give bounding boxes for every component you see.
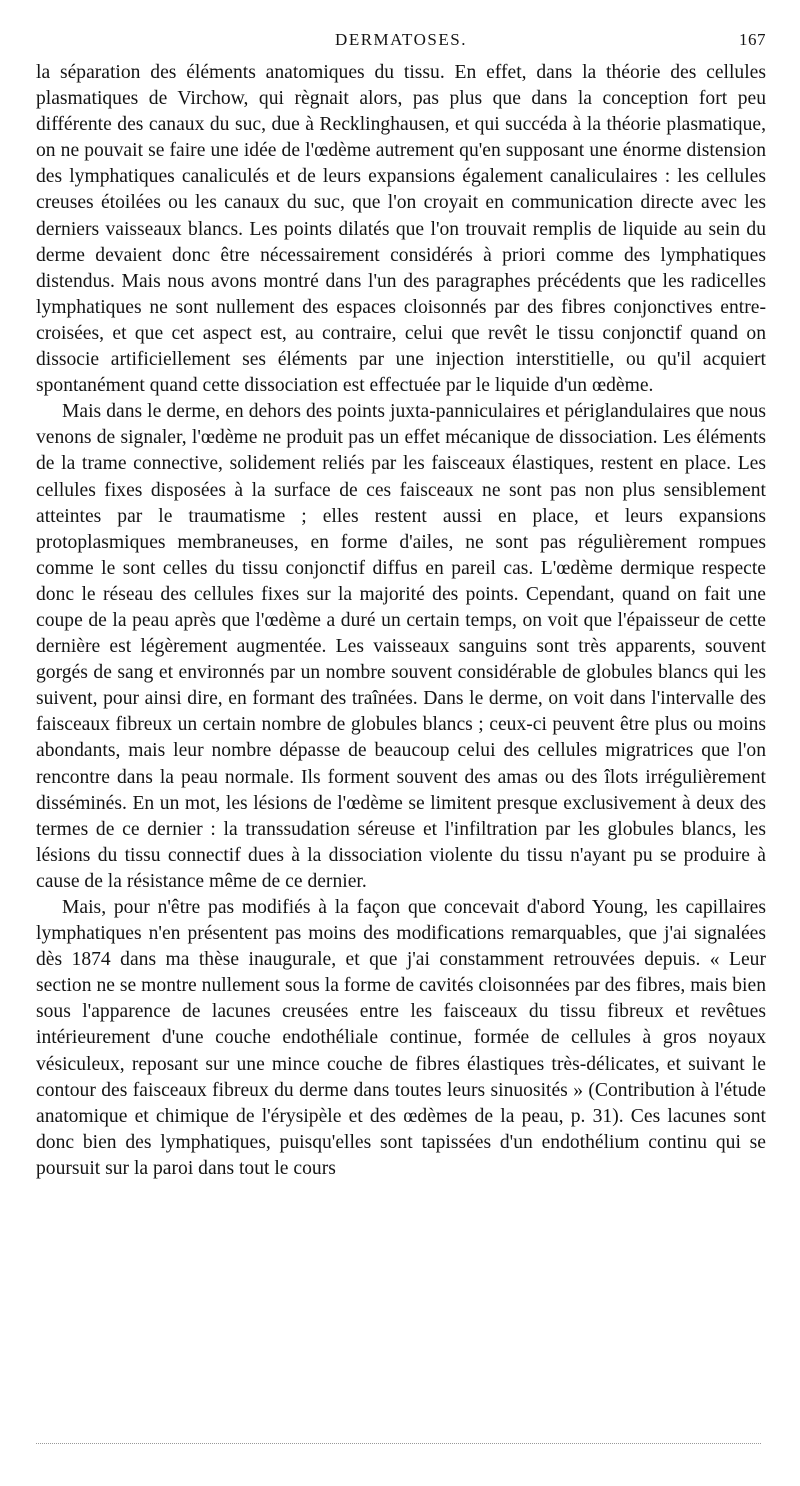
- paragraph-1: la séparation des éléments anatomiques du tissu. En effet, dans la théorie des cellules plasmatiques de Virchow, qui règnait alors, pas plus que dans la conception fort peu différente des canaux du suc, due à Recklinghausen, et qui succéda à la théorie plasmatique, on ne pouvait se faire une idée de l'œdème autrement qu'en supposant une énorme distension des lymphatiques canaliculés et de leurs expansions également canaliculaires : les cellules creuses étoilées ou les canaux du suc, que l'on croyait en communication directe avec les derniers vaisseaux blancs. Les points dilatés que l'on trouvait remplis de liquide au sein du derme devaient donc être nécessairement considérés à priori comme des lymphatiques distendus. Mais nous avons montré dans l'un des paragraphes précédents que les radicelles lymphatiques ne sont nullement des espaces cloisonnés par des fibres conjonctives entre-croisées, et que cet aspect est, au contraire, celui que revêt le tissu conjonctif quand on dissocie artificiellement ses éléments par une injection interstitielle, ou qu'il acquiert spontanément quand cette dissociation est effectuée par le liquide d'un œdème.: [36, 62, 766, 397]
- running-title: DERMATOSES.: [335, 30, 467, 49]
- paragraph-3: Mais, pour n'être pas modifiés à la façon que concevait d'abord Young, les capillaires lymphatiques n'en présentent pas moins des modifications remarquables, que j'ai signalées dès 1874 dans ma thèse inaugurale, et que j'ai constamment retrouvées depuis. « Leur section ne se montre nullement sous la forme de cavités cloisonnées par des fibres, mais bien sous l'apparence de lacunes creusées entre les faisceaux du tissu fibreux et revêtues intérieurement d'une couche endothéliale continue, formée de cellules à gros noyaux vésiculeux, reposant sur une mince couche de fibres élastiques très-délicates, et suivant le contour des faisceaux fibreux du derme dans toutes leurs sinuosités » (Contribution à l'étude anatomique et chimique de l'érysipèle et des œdèmes de la peau, p. 31). Ces lacunes sont donc bien des lymphatiques, puisqu'elles sont tapissées d'un endothélium continu qui se poursuit sur la paroi dans tout le cours: [36, 897, 766, 1179]
- footer-rule: [36, 1443, 761, 1444]
- running-header: [36, 30, 766, 60]
- body-text: [36, 60, 766, 1182]
- paragraph-2: Mais dans le derme, en dehors des points juxta-panniculaires et périglandulaires que nous venons de signaler, l'œdème ne produit pas un effet mécanique de dissociation. Les éléments de la trame connective, solidement reliés par les faisceaux élastiques, restent en place. Les cellules fixes disposées à la surface de ces faisceaux ne sont pas non plus sensiblement atteintes par le traumatisme ; elles restent aussi en place, et leurs expansions protoplasmiques membraneuses, en forme d'ailes, ne sont pas régulièrement rompues comme le sont celles du tissu conjonctif diffus en pareil cas. L'œdème dermique respecte donc le réseau des cellules fixes sur la majorité des points. Cependant, quand on fait une coupe de la peau après que l'œdème a duré un certain temps, on voit que l'épaisseur de cette dernière est légèrement augmentée. Les vaisseaux sanguins sont très apparents, souvent gorgés de sang et environnés par un nombre souvent considérable de globules blancs qui les suivent, pour ainsi dire, en formant des traînées. Dans le derme, on voit dans l'intervalle des faisceaux fibreux un certain nombre de globules blancs ; ceux-ci peuvent être plus ou moins abondants, mais leur nombre dépasse de beaucoup celui des cellules migratrices que l'on rencontre dans la peau normale. Ils forment souvent des amas ou des îlots irrégulièrement disséminés. En un mot, les lésions de l'œdème se limitent presque exclusivement à deux des termes de ce dernier : la transsudation séreuse et l'infiltration par les globules blancs, les lésions du tissu connectif dues à la dissociation violente du tissu n'ayant pu se produire à cause de la résistance même de ce dernier.: [36, 401, 766, 892]
- book-page: [36, 30, 766, 1182]
- page-number: 167: [739, 30, 766, 49]
